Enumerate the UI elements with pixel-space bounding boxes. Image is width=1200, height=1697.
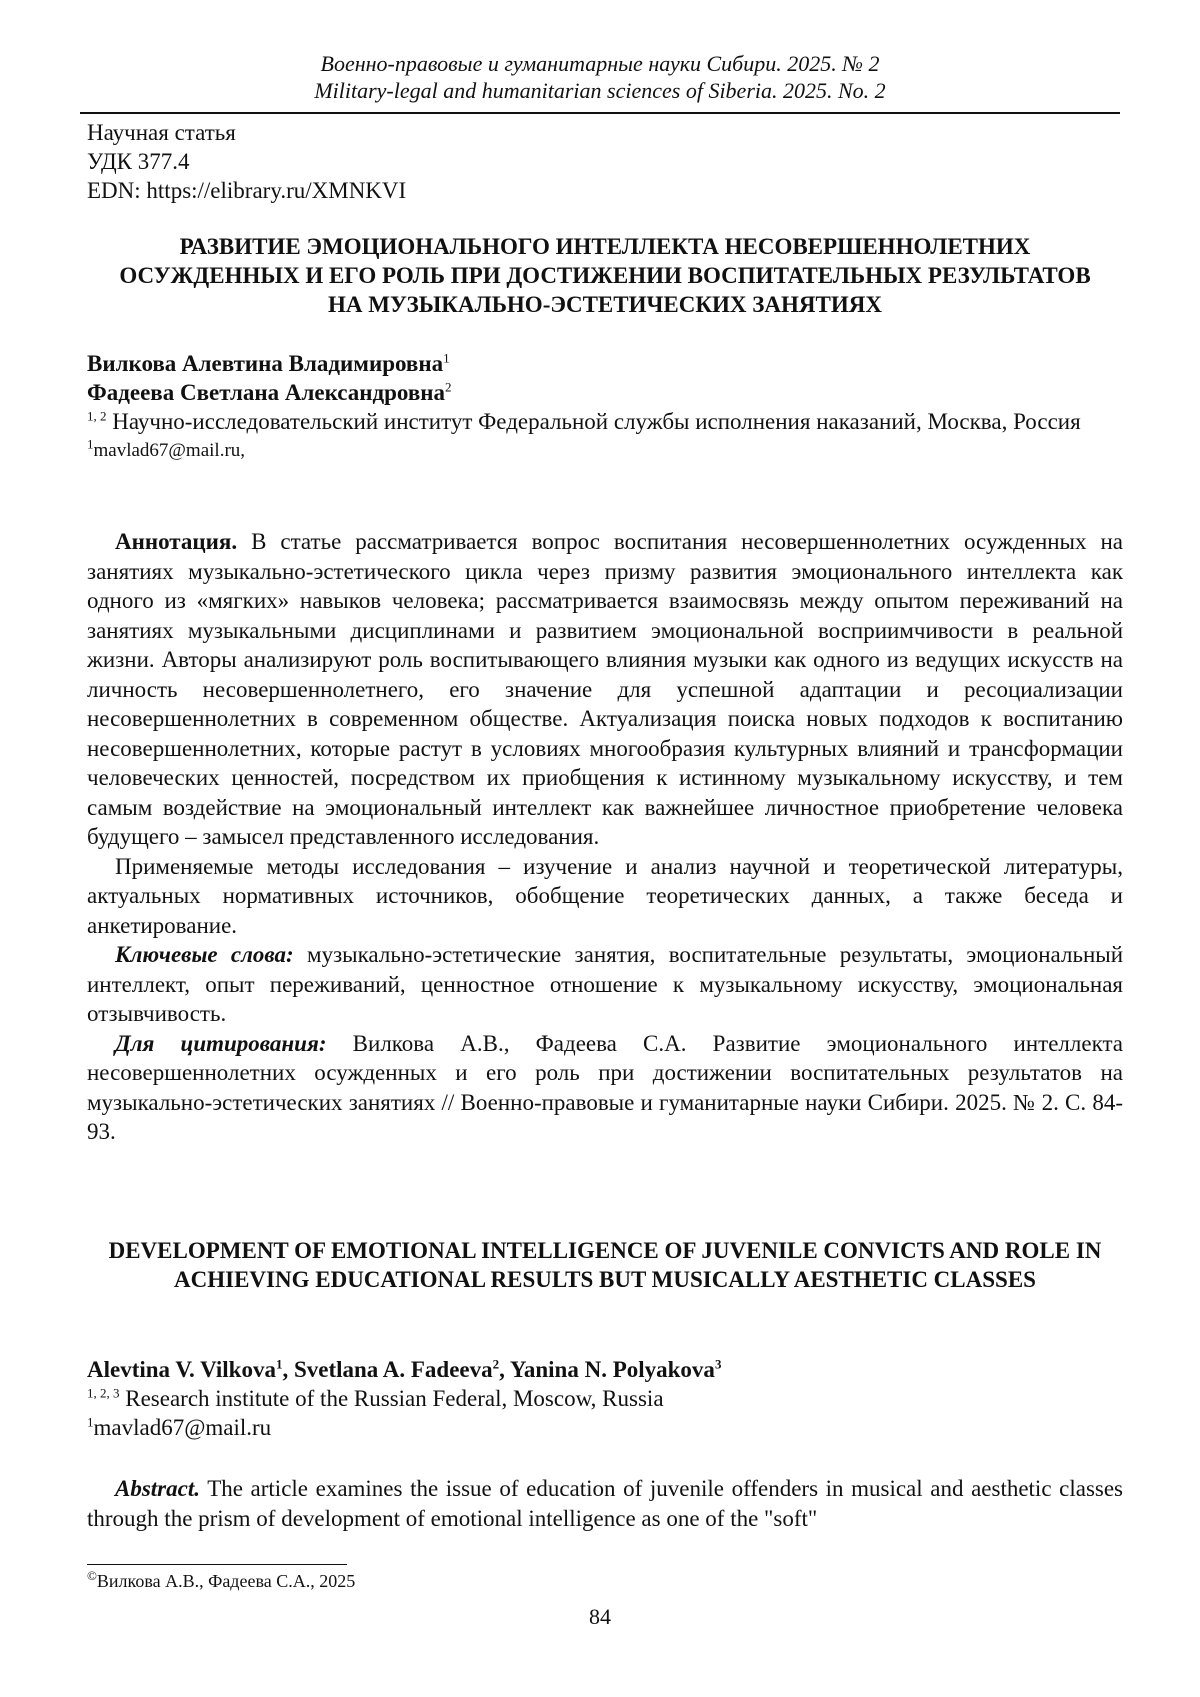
abstract-paragraph — [87, 527, 1123, 852]
email-ru — [87, 436, 1123, 465]
header-divider — [80, 112, 1120, 114]
journal-header — [80, 50, 1120, 104]
email-text: mavlad67@mail.ru, — [93, 440, 246, 461]
authors-line-en: Alevtina V. Vilkova$^1$, Svetlana A. Fadeeva$^2$, Yanina N. Polyakova$^3$ — [87, 1356, 722, 1382]
affiliation-text: Research institute of the Russian Federal, Moscow, Russia — [125, 1386, 664, 1411]
author-name: Svetlana A. Fadeeva — [293, 1357, 493, 1382]
page-number: 84 — [589, 1604, 611, 1629]
author-sup: 3 — [714, 1356, 722, 1372]
email-sup: 1 — [87, 1414, 94, 1430]
copyright-symbol: © — [87, 1568, 97, 1583]
author-sup: 1 — [443, 350, 450, 366]
author-sup: 2 — [492, 1356, 500, 1372]
abstract-text: В статье рассматривается вопрос воспитания несовершеннолетних осужденных на занятиях музыкально-эстетического цикла через призму развития эмоционального интеллекта как одного из «мягких» навыков человека; рассматривается взаимосвязь между опытом переживаний на занятиях музыкальными дисциплинами и развитием эмоциональной восприимчивости в реальной жизни. Авторы анализируют роль воспитывающего влияния музыки как одного из ведущих искусств на личность несовершеннолетнего, его значение для успешной адаптации и ресоциализации несовершеннолетних в современном обществе. Актуализация поиска новых подходов к воспитанию несовершеннолетних, которые растут в условиях многообразия культурных влияний и трансформации человеческих ценностей, посредством их приобщения к истинному музыкальному искусству, и тем самым воздействие на эмоциональный интеллект как важнейшее личностное приобретение человека будущего – замысел представленного исследования. — [87, 529, 1124, 849]
author-line — [87, 378, 1123, 407]
citation-text: Вилкова А.В., Фадеева С.А. Развитие эмоционального интеллекта несовершеннолетних осужденных и его роль при достижении воспитательных результатов на музыкально-эстетических занятиях // Военно-правовые и гуманитарные науки Сибири. 2025. № 2. С. 84-93. — [87, 1030, 1123, 1144]
citation-label: Для цитирования: — [115, 1030, 327, 1056]
footnote-divider — [87, 1564, 347, 1565]
article-type: Научная статья — [87, 120, 236, 145]
journal-title-ru: Военно-правовые и гуманитарные науки Сибири. 2025. № 2 — [320, 51, 880, 76]
author-name: Yanina N. Polyakova — [509, 1357, 715, 1382]
abstract-label: Аннотация. — [115, 529, 238, 554]
email-sup: 1 — [87, 436, 94, 452]
author-name: Alevtina V. Vilkova — [87, 1357, 276, 1382]
methods-paragraph: Применяемые методы исследования – изучение и анализ научной и теоретической литературы, актуальных нормативных источников, обобщение теоретических данных, а также беседа и анкетирование. — [87, 853, 1123, 938]
edn-link: EDN: https://elibrary.ru/XMNKVI — [87, 178, 407, 203]
affiliation-text: Научно-исследовательский институт Федеральной службы исполнения наказаний, Москва, Россия — [112, 409, 1081, 434]
abstract-en-label: Abstract. — [115, 1476, 200, 1501]
udk-code: УДК 377.4 — [87, 149, 190, 174]
email-en — [87, 1413, 1123, 1442]
author-name: Фадеева Светлана Александровна — [87, 380, 446, 405]
journal-title-en: Military-legal and humanitarian sciences of Siberia. 2025. No. 2 — [314, 78, 886, 103]
affiliation-en — [87, 1384, 1123, 1413]
abstract-en-text: The article examines the issue of education of juvenile offenders in musical and aesthetic classes through the prism of development of emotional intelligence as one of the "soft" — [87, 1476, 1123, 1531]
authors-block-en — [87, 1355, 1123, 1442]
affiliation-ru — [87, 407, 1123, 436]
author-name: Вилкова Алевтина Владимировна — [87, 351, 444, 376]
keywords-text: музыкально-эстетические занятия, воспитательные результаты, эмоциональный интеллект, опыт переживаний, ценностное отношение к музыкальному искусству, эмоциональная отзывчивость. — [87, 942, 1124, 1026]
abstract-ru — [87, 527, 1123, 1147]
article-title-en: DEVELOPMENT OF EMOTIONAL INTELLIGENCE OF JUVENILE CONVICTS AND ROLE IN ACHIEVING EDUCATIONAL RESULTS BUT MUSICALLY AESTHETIC CLASSES — [108, 1238, 1102, 1292]
author-sup: 1 — [275, 1356, 283, 1372]
affiliation-sup: 1, 2, 3 — [87, 1385, 120, 1401]
affiliation-sup: 1, 2 — [87, 408, 107, 424]
keywords-paragraph — [87, 940, 1123, 1029]
email-text: mavlad67@mail.ru — [93, 1415, 272, 1440]
copyright-text: Вилкова А.В., Фадеева С.А., 2025 — [96, 1571, 356, 1591]
article-meta — [87, 118, 406, 205]
citation-paragraph — [87, 1029, 1123, 1147]
author-sup: 2 — [445, 379, 452, 395]
abstract-en-paragraph — [87, 1474, 1123, 1533]
authors-block-ru — [87, 349, 1123, 465]
keywords-label: Ключевые слова: — [115, 942, 294, 967]
author-line — [87, 349, 1123, 378]
article-title-ru: РАЗВИТИЕ ЭМОЦИОНАЛЬНОГО ИНТЕЛЛЕКТА НЕСОВЕРШЕННОЛЕТНИХ ОСУЖДЕННЫХ И ЕГО РОЛЬ ПРИ ДОСТИЖЕНИИ ВОСПИТАТЕЛЬНЫХ РЕЗУЛЬТАТОВ НА МУЗЫКАЛЬНО-ЭСТЕТИЧЕСКИХ ЗАНЯТИЯХ — [119, 234, 1091, 317]
copyright-footnote — [87, 1570, 355, 1592]
abstract-en — [87, 1474, 1123, 1533]
